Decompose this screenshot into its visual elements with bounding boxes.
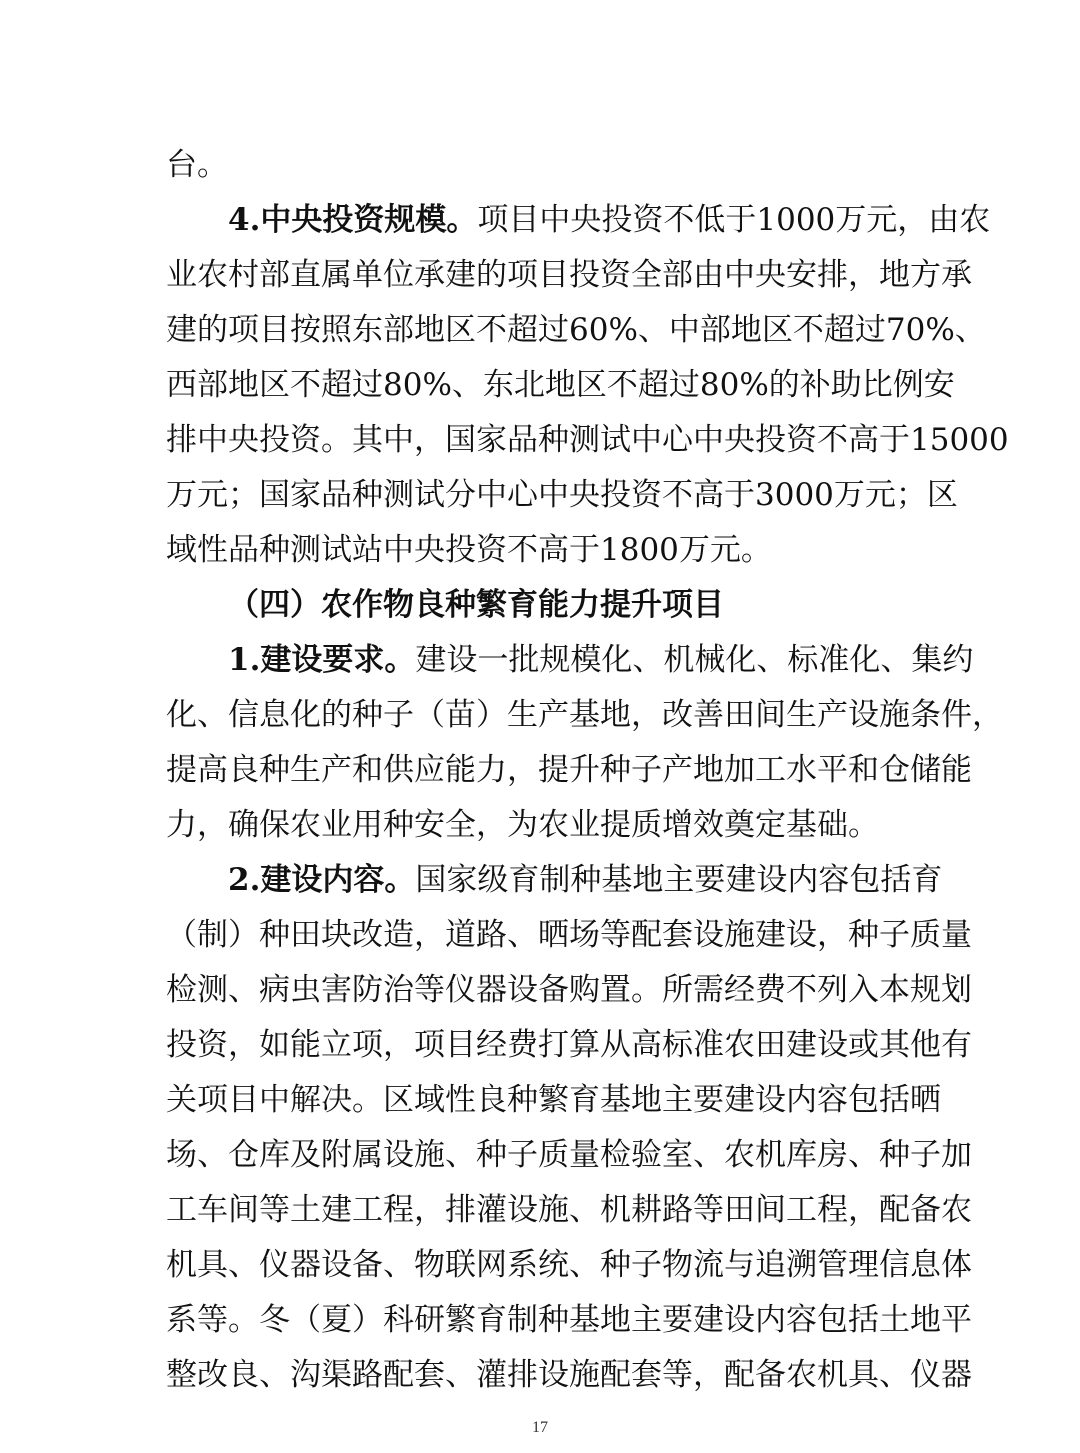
paragraph-1-line-4: 力，确保农业用种安全，为农业提质增效奠定基础。 (166, 807, 879, 843)
paragraph-1-line-2: 化、信息化的种子（苗）生产基地，改善田间生产设施条件， (166, 697, 1003, 733)
paragraph-4-line-4: 西部地区不超过80%、东北地区不超过80%的补助比例安 (166, 367, 955, 403)
paragraph-4-line-5: 排中央投资。其中，国家品种测试中心中央投资不高于15000 (166, 422, 1009, 458)
paragraph-2-line-5: 关项目中解决。区域性良种繁育基地主要建设内容包括晒 (166, 1082, 941, 1118)
carryover-text: 台。 (166, 147, 228, 183)
section-heading: （四）农作物良种繁育能力提升项目 (228, 587, 724, 623)
paragraph-2-line-1 (228, 858, 943, 902)
paragraph-2-line-9: 系等。冬（夏）科研繁育制种基地主要建设内容包括土地平 (166, 1302, 972, 1338)
paragraph-2-line-1-text: 国家级育制种基地主要建设内容包括育 (415, 862, 943, 898)
paragraph-2-line-7: 工车间等土建工程，排灌设施、机耕路等田间工程，配备农 (166, 1192, 972, 1228)
paragraph-4-line-2: 业农村部直属单位承建的项目投资全部由中央安排，地方承 (166, 257, 972, 293)
paragraph-2-lead: 2.建设内容。 (228, 862, 416, 898)
paragraph-1-line-1-text: 建设一批规模化、机械化、标准化、集约 (415, 642, 974, 678)
paragraph-2-line-6: 场、仓库及附属设施、种子质量检验室、农机库房、种子加 (166, 1137, 972, 1173)
paragraph-2-line-3: 检测、病虫害防治等仪器设备购置。所需经费不列入本规划 (166, 972, 972, 1008)
paragraph-2-line-10: 整改良、沟渠路配套、灌排设施配套等，配备农机具、仪器 (166, 1357, 972, 1393)
paragraph-2-line-2: （制）种田块改造，道路、晒场等配套设施建设，种子质量 (166, 917, 972, 953)
paragraph-1-line-3: 提高良种生产和供应能力，提升种子产地加工水平和仓储能 (166, 752, 972, 788)
paragraph-2-line-8: 机具、仪器设备、物联网系统、种子物流与追溯管理信息体 (166, 1247, 972, 1283)
paragraph-4-line-6: 万元；国家品种测试分中心中央投资不高于3000万元；区 (166, 477, 958, 513)
paragraph-4-line-1 (228, 198, 991, 242)
page-number: 17 (532, 1419, 548, 1436)
paragraph-4-lead: 4.中央投资规模。 (228, 202, 478, 238)
paragraph-1-lead: 1.建设要求。 (228, 642, 416, 678)
carryover-line (166, 143, 916, 187)
paragraph-4-line-7: 域性品种测试站中央投资不高于1800万元。 (166, 532, 772, 568)
paragraph-1-line-1 (228, 638, 974, 682)
paragraph-4-line-3: 建的项目按照东部地区不超过60%、中部地区不超过70%、 (166, 312, 986, 348)
paragraph-2-line-4: 投资，如能立项，项目经费打算从高标准农田建设或其他有 (166, 1027, 972, 1063)
paragraph-4-line-1-text: 项目中央投资不低于1000万元，由农 (477, 202, 991, 238)
